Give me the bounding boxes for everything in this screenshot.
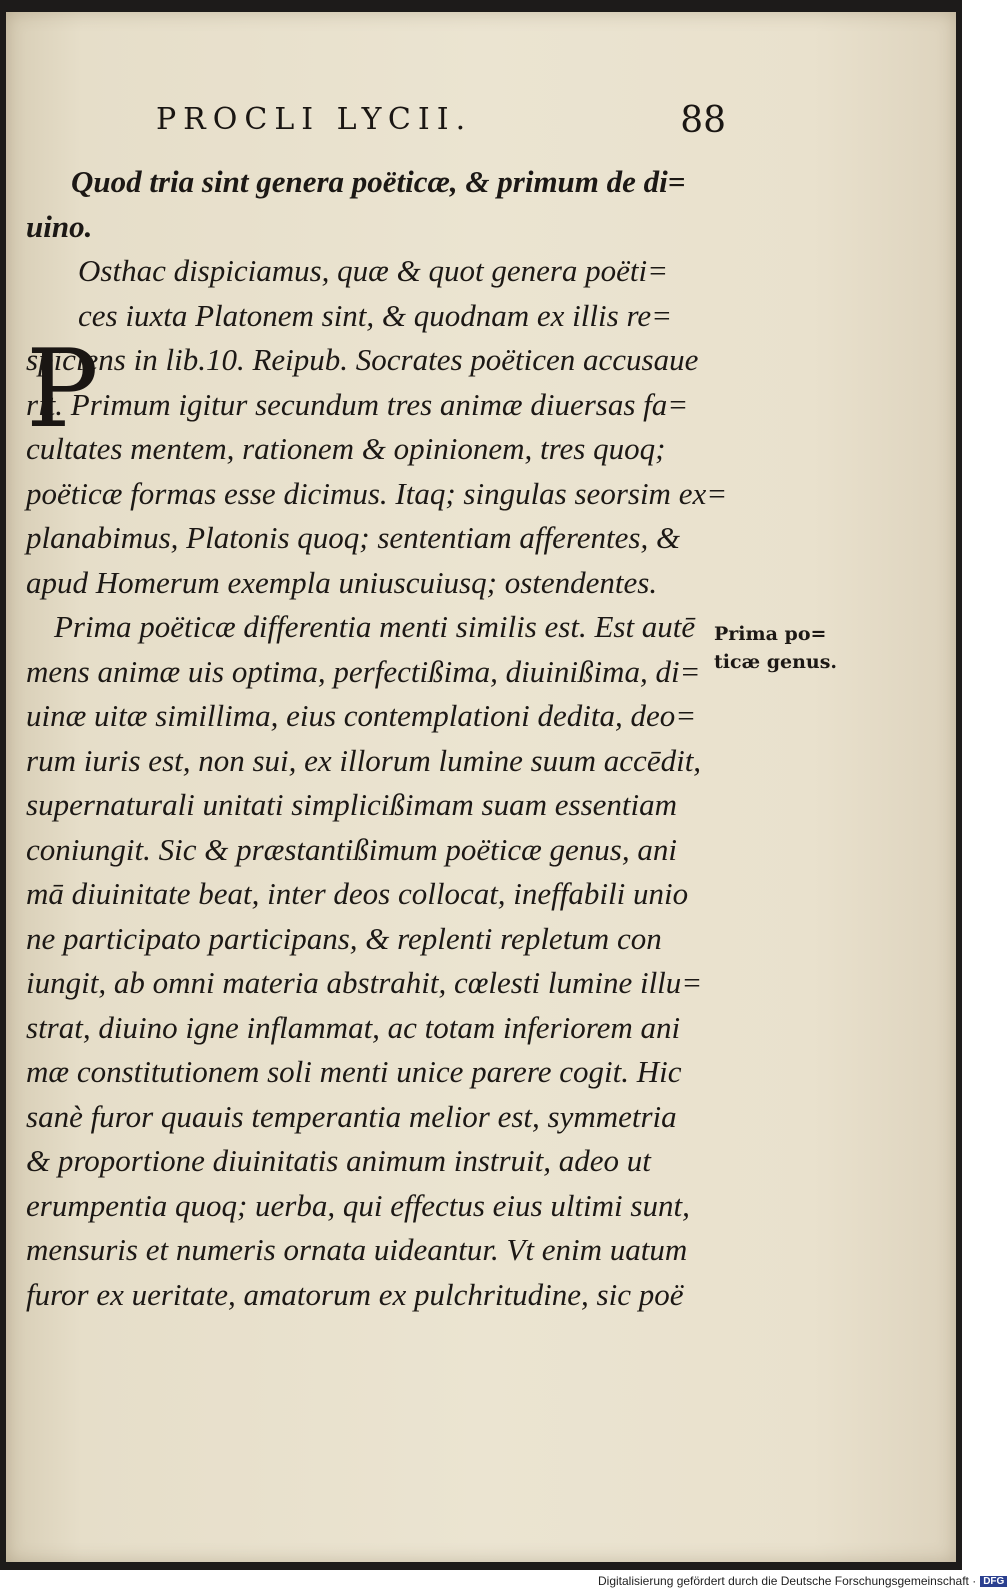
- text-line: cultates mentem, rationem & opinionem, tres quoq;: [26, 431, 666, 466]
- text-line: & proportione diuinitatis animum instruit, adeo ut: [26, 1143, 651, 1178]
- digitization-credit: [598, 1574, 1007, 1588]
- text-line: ces iuxta Platonem sint, & quodnam ex illis re=: [78, 297, 673, 333]
- text-line: uinæ uitæ simillima, eius contemplationi dedita, deo=: [26, 698, 697, 733]
- chapter-title-line: uino.: [26, 208, 93, 244]
- text-line: furor ex ueritate, amatorum ex pulchritudine, sic poë: [26, 1276, 684, 1312]
- text-line: planabimus, Platonis quoq; sententiam afferentes, &: [26, 520, 681, 555]
- text-line: poëticæ formas esse dicimus. Itaq; singulas seorsim ex=: [26, 475, 728, 511]
- chapter-title-line: Quod tria sint genera poëticæ, & primum de di=: [71, 164, 686, 199]
- margin-note-line: ticæ genus.: [714, 651, 838, 673]
- text-line: strat, diuino igne inflammat, ac totam inferiorem ani: [26, 1009, 681, 1045]
- text-line: rum iuris est, non sui, ex illorum lumine suum accēdit,: [26, 742, 702, 778]
- text-line: mens animæ uis optima, perfectißima, diuinißima, di=: [26, 653, 701, 689]
- text-line: iungit, ab omni materia abstrahit, cœlesti lumine illu=: [26, 965, 703, 1000]
- dfg-logo: DFG: [980, 1576, 1007, 1587]
- page-number: 88: [680, 100, 726, 141]
- text-line: apud Homerum exempla uniuscuiusq; ostendentes.: [26, 564, 658, 600]
- paragraph-1: [26, 249, 726, 605]
- text-line: sanè furor quauis temperantia melior est, symmetria: [26, 1098, 677, 1134]
- text-line: coniungit. Sic & præstantißimum poëticæ genus, ani: [26, 831, 677, 867]
- book-page: [6, 12, 956, 1562]
- paragraph-2: [26, 605, 726, 1317]
- credit-text: Digitalisierung gefördert durch die Deutsche Forschungsgemeinschaft ·: [598, 1574, 977, 1588]
- text-line: Prima poëticæ differentia menti similis est. Est autē: [54, 609, 696, 644]
- body-text: [26, 160, 726, 1317]
- running-head: PROCLI LYCII.: [156, 102, 473, 137]
- text-line: mensuris et numeris ornata uideantur. Vt enim uatum: [26, 1232, 688, 1267]
- margin-note-line: Prima po=: [714, 623, 827, 645]
- text-line: mā diuinitate beat, inter deos collocat, ineffabili unio: [26, 876, 689, 911]
- text-line: Osthac dispiciamus, quæ & quot genera poëti=: [78, 253, 669, 288]
- text-line: spiciens in lib.10. Reipub. Socrates poëticen accusaue: [26, 342, 699, 377]
- text-line: erumpentia quoq; uerba, qui effectus eius ultimi sunt,: [26, 1187, 690, 1223]
- margin-note: [714, 620, 854, 676]
- text-line: mæ constitutionem soli menti unice parere cogit. Hic: [26, 1054, 682, 1089]
- text-line: ne participato participans, & replenti repletum con: [26, 920, 662, 956]
- text-line: supernaturali unitati simplicißimam suam essentiam: [26, 787, 677, 822]
- drop-cap: P: [26, 327, 99, 452]
- text-line: rit. Primum igitur secundum tres animæ diuersas fa=: [26, 386, 689, 422]
- page-header: [156, 100, 726, 150]
